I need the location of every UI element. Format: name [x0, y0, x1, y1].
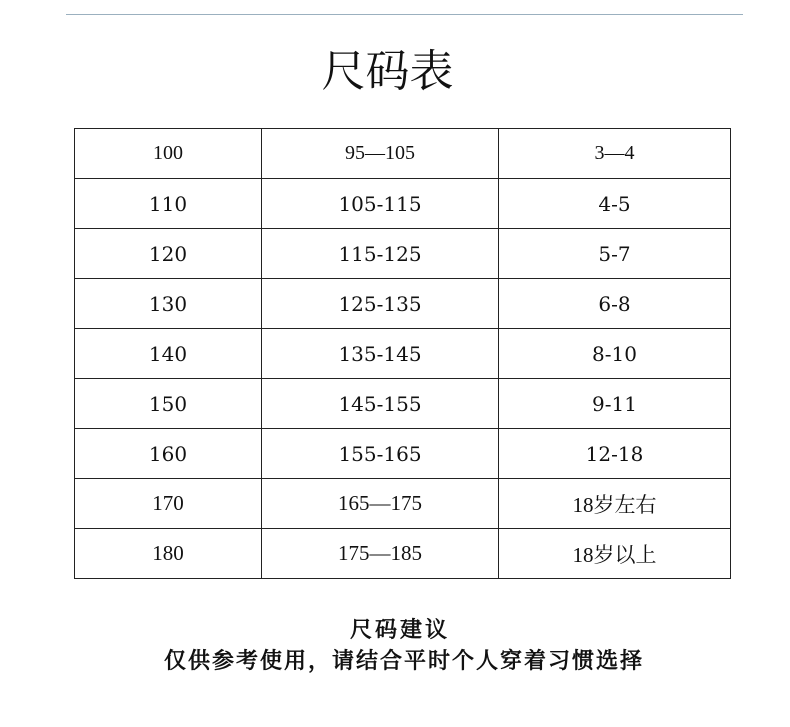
age-range-cell: 4-5 [499, 179, 731, 229]
size-advice-text: 仅供参考使用，请结合平时个人穿着习惯选择 [163, 649, 644, 674]
table-row [75, 329, 731, 379]
size-cell: 100 [75, 129, 262, 179]
age-range-cell: 3—4 [499, 129, 731, 179]
top-divider [66, 14, 743, 15]
page-title: 尺码表 [321, 46, 454, 97]
height-range-cell: 95—105 [262, 129, 499, 179]
size-cell: 120 [75, 229, 262, 279]
table-row [75, 529, 731, 579]
size-cell: 170 [75, 479, 262, 529]
age-range-cell: 6-8 [499, 279, 731, 329]
table-row [75, 379, 731, 429]
height-range-cell: 135-145 [262, 329, 499, 379]
age-range-cell: 8-10 [499, 329, 731, 379]
age-range-cell: 12-18 [499, 429, 731, 479]
height-range-cell: 175—185 [262, 529, 499, 579]
height-range-cell: 125-135 [262, 279, 499, 329]
size-advice-heading: 尺码建议 [349, 618, 450, 643]
table-row [75, 129, 731, 179]
size-cell: 140 [75, 329, 262, 379]
table-row [75, 229, 731, 279]
height-range-cell: 115-125 [262, 229, 499, 279]
table-row [75, 429, 731, 479]
table-row [75, 179, 731, 229]
size-chart-table [74, 128, 731, 579]
age-range-cell: 18岁以上 [499, 529, 731, 579]
table-row [75, 479, 731, 529]
height-range-cell: 105-115 [262, 179, 499, 229]
age-range-cell: 18岁左右 [499, 479, 731, 529]
size-cell: 110 [75, 179, 262, 229]
size-cell: 130 [75, 279, 262, 329]
table-row [75, 279, 731, 329]
size-cell: 150 [75, 379, 262, 429]
size-cell: 180 [75, 529, 262, 579]
height-range-cell: 155-165 [262, 429, 499, 479]
age-range-cell: 9-11 [499, 379, 731, 429]
height-range-cell: 165—175 [262, 479, 499, 529]
age-range-cell: 5-7 [499, 229, 731, 279]
size-cell: 160 [75, 429, 262, 479]
height-range-cell: 145-155 [262, 379, 499, 429]
